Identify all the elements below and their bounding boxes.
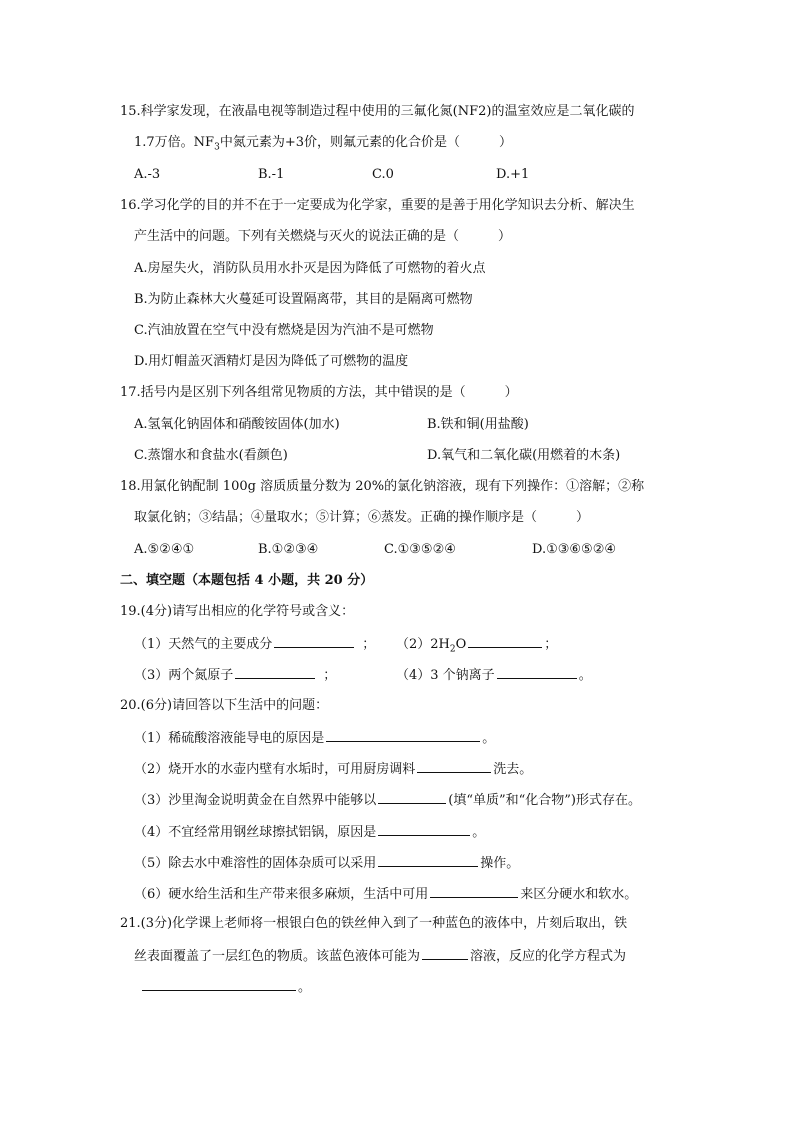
q15-option-a: A.-3 — [134, 167, 161, 182]
q18-line2: 取氯化钠；③结晶；④量取水；⑤计算；⑥蒸发。正确的操作顺序是（ ） — [134, 510, 590, 525]
q15-option-d: D.+1 — [496, 167, 530, 182]
q19-line1: 19.(4分)请写出相应的化学符号或含义： — [120, 604, 355, 619]
answer-blank[interactable] — [378, 853, 478, 867]
q16-option-a: A.房屋失火，消防队员用水扑灭是因为降低了可燃物的着火点 — [134, 261, 486, 276]
q20-line1: 20.(6分)请回答以下生活中的问题： — [120, 698, 329, 713]
q18-option-b: B.①②③④ — [258, 542, 319, 557]
q17-option-c: C.蒸馏水和食盐水(看颜色) — [134, 448, 288, 463]
q21-line1: 21.(3分)化学课上老师将一根银白色的铁丝伸入到了一种蓝色的液体中，片刻后取出，铁 — [120, 916, 628, 931]
q20-item4: （4）不宜经常用钢丝球擦拭铝锅，原因是 。 — [134, 822, 485, 842]
q20-item2: （2）烧开水的水壶内壁有水垢时，可用厨房调料 洗去。 — [134, 759, 532, 779]
answer-blank[interactable] — [497, 665, 577, 679]
q17-option-b: B.铁和铜(用盐酸) — [427, 417, 529, 432]
answer-blank[interactable] — [468, 634, 542, 648]
q20-item5: （5）除去水中难溶性的固体杂质可以采用 操作。 — [134, 853, 519, 873]
q15-option-c: C.0 — [372, 167, 394, 182]
answer-blank[interactable] — [378, 790, 446, 804]
q17-line1: 17.括号内是区别下列各组常见物质的方法，其中错误的是（ ） — [120, 385, 518, 400]
q20-item1: （1）稀硫酸溶液能导电的原因是 。 — [134, 728, 495, 748]
q20-item3: （3）沙里淘金说明黄金在自然界中能够以 (填“单质”和“化合物”)形式存在。 — [134, 790, 641, 810]
answer-blank[interactable] — [422, 946, 468, 960]
answer-blank[interactable] — [142, 977, 296, 991]
q16-line2: 产生活中的问题。下列有关燃烧与灭火的说法正确的是（ ） — [134, 229, 512, 244]
q21-line3: 。 — [140, 977, 311, 997]
q16-option-b: B.为防止森林大火蔓延可设置隔离带，其目的是隔离可燃物 — [134, 292, 473, 307]
q15-option-b: B.-1 — [258, 167, 285, 182]
q15-line1: 15.科学家发现，在液晶电视等制造过程中使用的三氟化氮(NF2)的温室效应是二氧化碳的 — [120, 104, 635, 119]
q16-option-d: D.用灯帽盖灭酒精灯是因为降低了可燃物的温度 — [134, 354, 409, 369]
q18-option-d: D.①③⑥⑤②④ — [532, 542, 617, 557]
answer-blank[interactable] — [274, 634, 354, 648]
q20-item6: （6）硬水给生活和生产带来很多麻烦，生活中可用 来区分硬水和软水。 — [134, 884, 637, 904]
q18-line1: 18.用氯化钠配制 100g 溶质质量分数为 20%的氯化钠溶液，现有下列操作：①溶解；②称 — [120, 479, 645, 494]
q18-option-a: A.⑤②④① — [134, 542, 195, 557]
q19-item3: （3）两个氮原子 ； — [134, 665, 336, 685]
answer-blank[interactable] — [326, 728, 480, 742]
q16-option-c: C.汽油放置在空气中没有燃烧是因为汽油不是可燃物 — [134, 323, 434, 338]
q18-option-c: C.①③⑤②④ — [384, 542, 456, 557]
q19-item1: （1）天然气的主要成分 ； — [134, 634, 375, 654]
answer-blank[interactable] — [417, 759, 491, 773]
answer-blank[interactable] — [235, 665, 315, 679]
q16-line1: 16.学习化学的目的并不在于一定要成为化学家，重要的是善于用化学知识去分析、解决生 — [120, 198, 635, 213]
q17-option-a: A.氢氧化钠固体和硝酸铵固体(加水) — [134, 417, 340, 432]
answer-blank[interactable] — [430, 884, 518, 898]
answer-blank[interactable] — [378, 822, 470, 836]
q19-item4: （4）3 个钠离子 。 — [396, 665, 592, 685]
q19-item2: $(2)2H_2O$ ； — [396, 634, 557, 654]
q21-line2: 丝表面覆盖了一层红色的物质。该蓝色液体可能为 溶液，反应的化学方程式为 — [134, 946, 626, 966]
section-title: 二、填空题（本题包括 4 小题，共 20 分） — [120, 573, 374, 588]
q15-line2: 1.7万倍。$NF_3$中氮元素为+3价，则氟元素的化合价是（ ） — [134, 135, 512, 153]
q17-option-d: D.氧气和二氧化碳(用燃着的木条) — [427, 448, 621, 463]
